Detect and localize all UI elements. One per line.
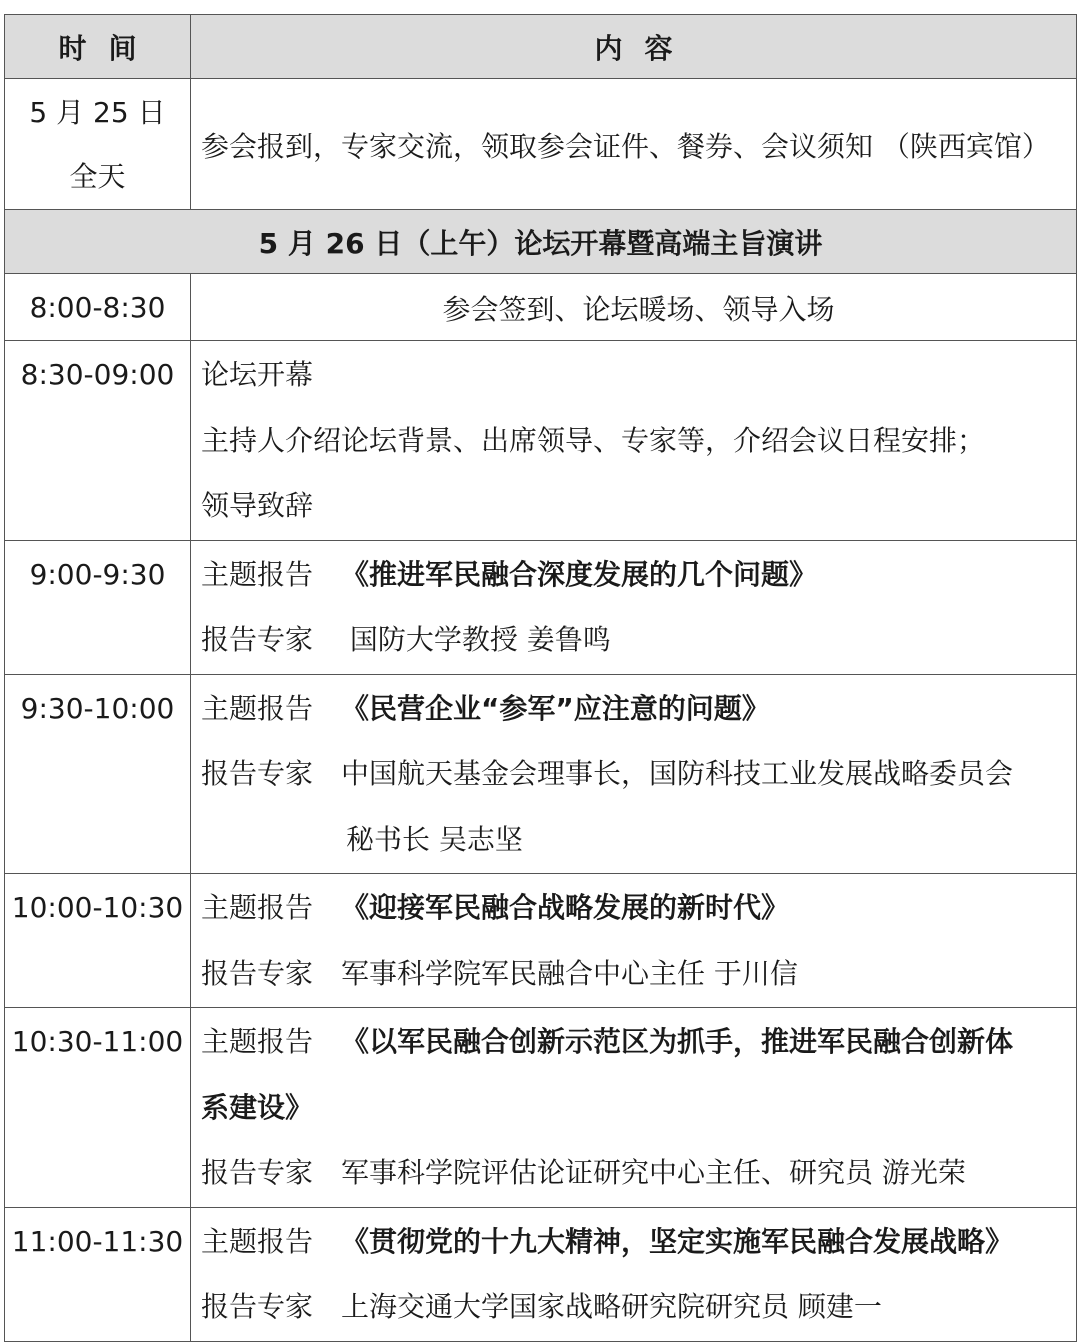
speaker-line [201,608,1076,674]
speaker-line [201,742,1076,808]
time-cell: 8:30-09:00 [5,341,191,541]
time-cell: 10:30-11:00 [5,1008,191,1208]
time-cell: 9:00-9:30 [5,540,191,674]
content-cell: 参会签到、论坛暖场、领导入场 [191,274,1077,341]
time-cell [5,79,191,210]
speaker-label: 报告专家 [201,1156,314,1189]
table-row [5,274,1077,341]
header-content: 内容 [191,15,1077,79]
topic-label: 主题报告 [201,1224,314,1258]
table-row [5,79,1077,210]
section-row [5,210,1077,274]
topic-line [201,1210,1076,1276]
content-cell [191,540,1077,674]
content-line: 主持人介绍论坛背景、出席领导、专家等，介绍会议日程安排； [201,423,986,457]
time-cell: 8:00-8:30 [5,274,191,341]
topic-title: 《民营企业“参军”应注意的问题》 [341,691,770,725]
speaker-label: 报告专家 [201,623,314,656]
table-row [5,341,1077,541]
speaker-text: 上海交通大学国家战略研究院研究员 顾建一 [341,1290,882,1323]
time-cell: 10:00-10:30 [5,874,191,1008]
speaker-line [201,942,1076,1008]
table-row [5,1207,1077,1341]
content-cell [191,674,1077,874]
topic-label: 主题报告 [201,557,314,591]
table-header-row [5,15,1077,79]
speaker-text: 军事科学院军民融合中心主任 于川信 [341,956,798,990]
content-cell [191,1008,1077,1208]
speaker-label: 报告专家 [201,1290,314,1323]
table-row [5,874,1077,1008]
table-row [5,674,1077,874]
content-line: 领导致辞 [201,489,314,522]
content-cell [191,1207,1077,1341]
speaker-continuation: 秘书长 吴志坚 [346,822,523,856]
speaker-text: 中国航天基金会理事长，国防科技工业发展战略委员会 [341,757,1014,790]
content-text: 参会报到，专家交流，领取参会证件、餐券、会议须知 （陕西宾馆） [201,130,1050,163]
topic-line [201,1010,1076,1076]
topic-label: 主题报告 [201,891,314,924]
content-line: 论坛开幕 [201,358,314,391]
content-cell [191,874,1077,1008]
speaker-line [201,1275,1076,1341]
topic-title: 《推进军民融合深度发展的几个问题》 [341,557,818,591]
topic-label: 主题报告 [201,691,314,725]
time-cell: 11:00-11:30 [5,1207,191,1341]
table-row [5,1008,1077,1208]
speaker-line [201,1141,1076,1207]
content-cell [191,79,1077,210]
topic-label: 主题报告 [201,1025,314,1058]
date-text: 5 月 25 日 [29,96,166,129]
topic-line [201,543,1076,609]
topic-title: 《贯彻党的十九大精神，坚定实施军民融合发展战略》 [341,1224,1014,1258]
speaker-text: 军事科学院评估论证研究中心主任、研究员 游光荣 [341,1156,966,1189]
topic-continuation: 系建设》 [201,1090,314,1124]
topic-line [201,876,1076,942]
topic-title: 《迎接军民融合战略发展的新时代》 [341,891,790,924]
schedule-table [4,14,1077,1342]
speaker-label: 报告专家 [201,956,314,990]
section-title: 5 月 26 日（上午）论坛开幕暨高端主旨演讲 [5,210,1077,274]
topic-line [201,677,1076,743]
speaker-text: 国防大学教授 姜鲁鸣 [341,623,611,656]
period-text: 全天 [69,160,126,193]
content-cell [191,341,1077,541]
topic-title: 《以军民融合创新示范区为抓手，推进军民融合创新体 [341,1025,1014,1058]
table-row [5,540,1077,674]
header-time: 时间 [5,15,191,79]
speaker-label: 报告专家 [201,757,314,790]
time-cell: 9:30-10:00 [5,674,191,874]
